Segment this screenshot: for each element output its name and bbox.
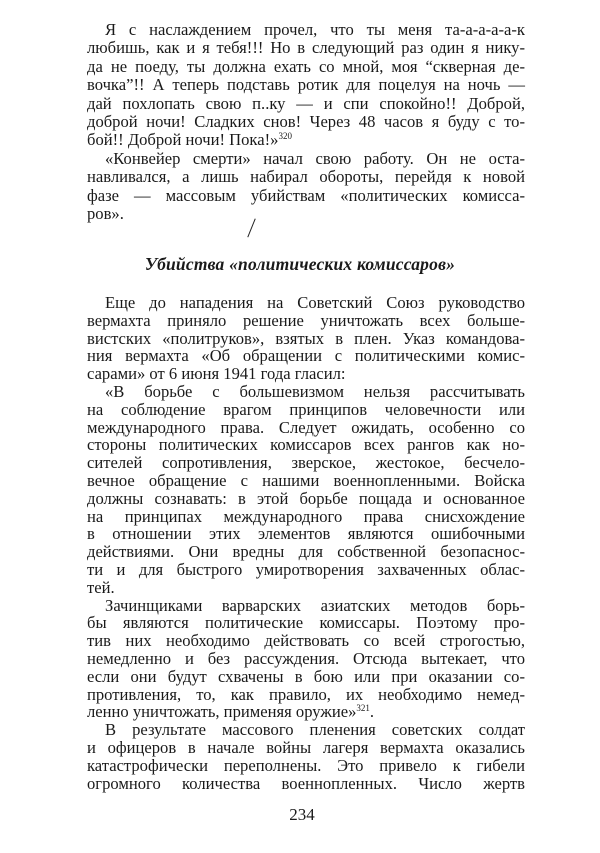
line-text: на соблюдение врагом принципов человечности или xyxy=(87,399,525,419)
text-line xyxy=(87,187,525,205)
text-line xyxy=(87,21,525,39)
text-line xyxy=(87,721,525,739)
text-line xyxy=(87,150,525,168)
line-text: ти и для быстрого умиротворения захваченных облас- xyxy=(87,559,525,579)
text-line xyxy=(87,401,525,419)
line-text: «Конвейер смерти» начал свою работу. Он не оста- xyxy=(105,148,525,168)
text-line xyxy=(87,131,525,149)
line-text: международного права. Следует ожидать, особенно со xyxy=(87,417,525,437)
line-text: стороны политических комиссаров всех рангов как но- xyxy=(87,435,525,455)
punctuation: . xyxy=(369,702,375,722)
line-text: тей. xyxy=(87,577,115,597)
text-line xyxy=(87,347,525,365)
text-line xyxy=(87,454,525,472)
text-line xyxy=(87,113,525,131)
line-text: если они будут схвачены в бою или при оказании со- xyxy=(87,666,525,686)
text-line xyxy=(87,561,525,579)
paragraph xyxy=(87,150,525,224)
line-text: должны сознавать: в этой борьбе пощада и основанное xyxy=(87,488,525,508)
line-text: огромного количества военнопленных. Число жертв xyxy=(87,773,525,793)
line-text: в отношении этих элементов являются ошибочными xyxy=(87,524,525,544)
line-text: фазе — массовым убийствам «политических комисса- xyxy=(87,185,525,205)
line-text: вермахта приняло решение уничтожать всех больше- xyxy=(87,310,525,330)
footnote-ref: 320 xyxy=(278,131,292,142)
text-line xyxy=(87,668,525,686)
line-text: немедленно и без рассуждения. Отсюда вытекает, что xyxy=(87,648,525,668)
text-line xyxy=(87,775,525,793)
line-text: да не поеду, ты должна ехать со мной, моя “скверная де- xyxy=(87,56,525,76)
text-line xyxy=(87,312,525,330)
text-line xyxy=(87,39,525,57)
text-section-main xyxy=(87,294,525,792)
text-line xyxy=(87,294,525,312)
text-line xyxy=(87,95,525,113)
line-text: тив них необходимо действовать со всей строгостью, xyxy=(87,631,525,651)
text-line xyxy=(87,436,525,454)
text-line xyxy=(87,472,525,490)
text-line xyxy=(87,703,525,721)
text-line xyxy=(87,543,525,561)
line-text: Я с наслаждением прочел, что ты меня та-а-а-а-а-к xyxy=(105,20,525,39)
text-line xyxy=(87,525,525,543)
text-line xyxy=(87,739,525,757)
section-heading: Убийства «политических комиссаров» xyxy=(144,254,456,274)
text-line xyxy=(87,58,525,76)
text-line xyxy=(87,579,525,597)
line-text: ния вермахта «Об обращении с политическими комис- xyxy=(87,346,525,366)
line-text: ленно уничтожать, применяя оружие» xyxy=(87,702,357,722)
line-text: «В борьбе с большевизмом нельзя рассчитывать xyxy=(105,381,525,401)
line-text: бой!! Доброй ночи! Пока!» xyxy=(87,130,279,150)
text-line xyxy=(87,597,525,615)
text-line xyxy=(87,205,525,223)
paragraph xyxy=(87,21,525,150)
text-line xyxy=(87,757,525,775)
line-text: катастрофически переполнены. Это привело к гибели xyxy=(87,755,525,775)
line-text: доброй ночи! Сладких снов! Через 48 часов я буду с то- xyxy=(87,112,525,132)
paragraph xyxy=(87,597,525,722)
line-text: любишь, как и я тебя!!! Но в следующий раз один я нику- xyxy=(87,38,525,58)
text-line xyxy=(87,330,525,348)
footnote-ref: 321 xyxy=(356,703,370,714)
text-line xyxy=(87,650,525,668)
text-line xyxy=(87,383,525,401)
line-text: противления, то, как правило, их необходимо немед- xyxy=(87,684,525,704)
line-text: сителей сопротивления, зверское, жестокое, бесчело- xyxy=(87,453,525,473)
line-text: дай похлопать свою п..ку — и спи спокойно!! Доброй, xyxy=(87,93,525,113)
line-text: бы являются политические комиссары. Поэтому про- xyxy=(87,613,525,633)
text-line xyxy=(87,686,525,704)
paragraph xyxy=(87,294,525,383)
text-line xyxy=(87,76,525,94)
paragraph xyxy=(87,383,525,597)
line-text: ров». xyxy=(87,204,124,224)
text-line xyxy=(87,614,525,632)
line-text: вистских «политруков», взятых в плен. Указ командова- xyxy=(87,328,525,348)
text-line xyxy=(87,419,525,437)
text-line xyxy=(87,632,525,650)
text-line xyxy=(87,490,525,508)
line-text: Зачинщиками варварских азиатских методов борь- xyxy=(105,595,525,615)
line-text: действиями. Они вредны для собственной безопаснос- xyxy=(87,542,525,562)
text-section-top xyxy=(87,21,525,223)
line-text: вочка”!! А теперь подставь ротик для поцелуя на ночь — xyxy=(87,75,525,95)
paragraph xyxy=(87,721,525,792)
line-text: вечное обращение с нашими военнопленными. Войска xyxy=(87,470,525,490)
line-text: Еще до нападения на Советский Союз руководство xyxy=(105,293,525,312)
line-text: В результате массового пленения советских солдат xyxy=(105,720,525,740)
text-line xyxy=(87,168,525,186)
line-text: на принципах международного права снисхождение xyxy=(87,506,525,526)
text-line xyxy=(87,365,525,383)
page-number: 234 xyxy=(289,805,315,824)
line-text: навливался, а лишь набирал обороты, перейдя к новой xyxy=(87,167,525,187)
text-line xyxy=(87,508,525,526)
line-text: сарами» от 6 июня 1941 года гласил: xyxy=(87,364,346,384)
line-text: и офицеров в начале войны лагеря вермахта оказались xyxy=(87,737,525,757)
